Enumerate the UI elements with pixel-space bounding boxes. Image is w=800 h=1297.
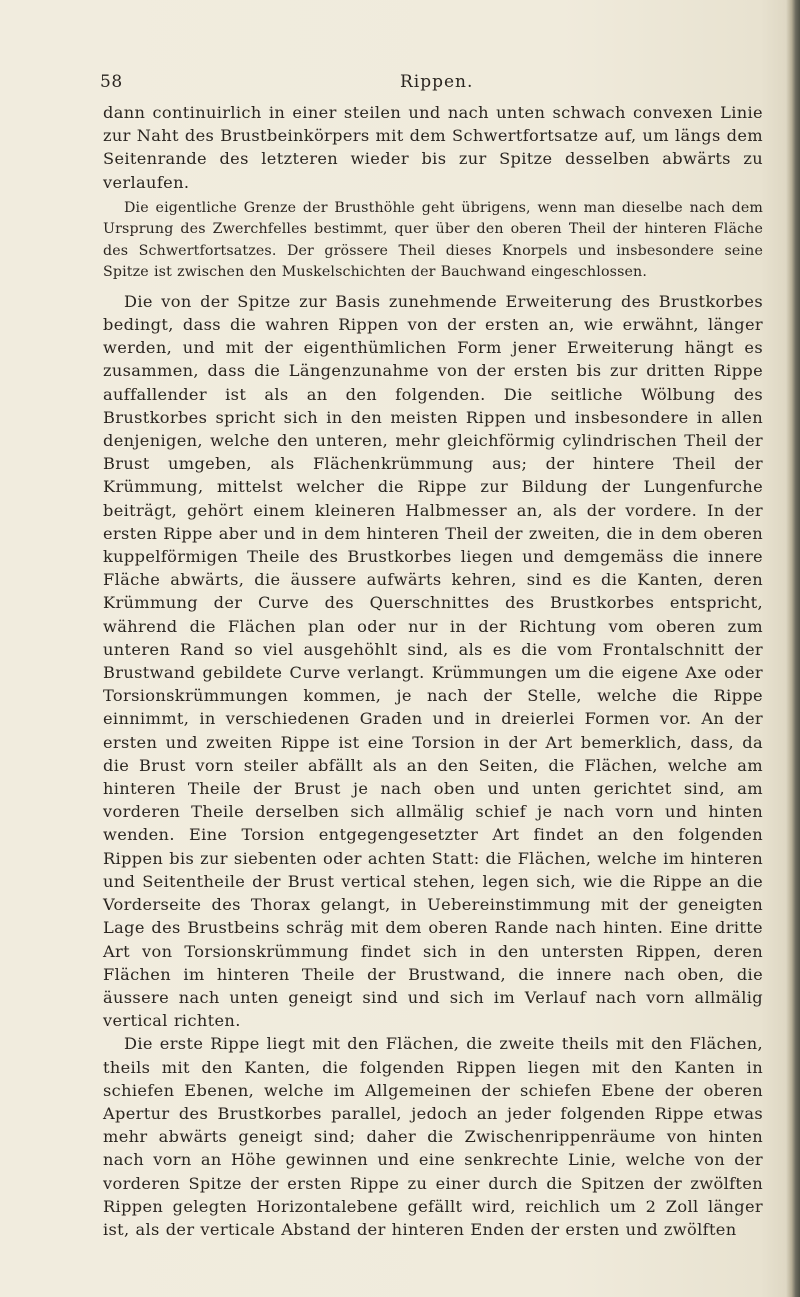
running-title: Rippen. bbox=[400, 72, 474, 92]
paragraph-rib-curvature: Die von der Spitze zur Basis zunehmende Erweiterung des Brustkorbes bedingt, dass die wahren Rippen von der ersten an, wie erwähnt, länger werden, und mit der eigenthümlichen Form jener Erweiterung hängt es zusammen, dass die Längenzunahme von der ersten bis zur dritten Rippe auffallender ist als an den folgenden. Die seitliche Wölbung des Brustkorbes spricht sich in den meisten Rippen und insbesondere in allen denjenigen, welche den unteren, mehr gleichförmig cylindrischen Theil der Brust umgeben, als Flächenkrümmung aus; der hintere Theil der Krümmung, mittelst welcher die Rippe zur Bildung der Lungenfurche beiträgt, gehört einem kleineren Halbmesser an, als der vordere. In der ersten Rippe aber und in dem hinteren Theil der zweiten, die in dem oberen kuppelförmigen Theile des Brustkorbes liegen und demgemäss die innere Fläche abwärts, die äussere aufwärts kehren, sind es die Kanten, deren Krümmung der Curve des Querschnittes des Brustkorbes entspricht, während die Flächen plan oder nur in der Richtung vom oberen zum unteren Rand so viel ausgehöhlt sind, als es die vom Frontalschnitt der Brustwand gebildete Curve verlangt. Krümmungen um die eigene Axe oder Torsionskrümmungen kommen, je nach der Stelle, welche die Rippe einnimmt, in verschiedenen Graden und in dreierlei Formen vor. An der ersten und zweiten Rippe ist eine Torsion in der Art bemerklich, dass, da die Brust vorn steiler abfällt als an den Seiten, die Flächen, welche am hinteren Theile der Brust je nach oben und unten gerichtet sind, am vorderen Theile derselben sich allmälig schief je nach vorn und hinten wenden. Eine Torsion entgegengesetzter Art findet an den folgenden Rippen bis zur siebenten oder achten Statt: die Flächen, welche im hinteren und Seitentheile der Brust vertical stehen, legen sich, wie die Rippe an die Vorderseite des Thorax gelangt, in Uebereinstimmung mit der geneigten Lage des Brustbeins schräg mit dem oberen Rande nach hinten. Eine dritte Art von Torsionskrümmung findet sich in den untersten Rippen, deren Flächen im hinteren Theile der Brustwand, die innere nach oben, die äussere nach unten geneigt sind und sich im Verlauf nach vorn allmälig vertical richten. bbox=[103, 291, 763, 1031]
running-head bbox=[100, 72, 790, 98]
body-text bbox=[103, 101, 763, 1241]
paragraph-rib-planes: Die erste Rippe liegt mit den Flächen, die zweite theils mit den Flächen, theils mit den Kanten, die folgenden Rippen liegen mit den Kanten in schiefen Ebenen, welche im Allgemeinen der schiefen Ebene der oberen Apertur des Brustkorbes parallel, jedoch an jeder folgenden Rippe etwas mehr abwärts geneigt sind; daher die Zwischenrippenräume von hinten nach vorn an Höhe gewinnen und eine senkrechte Linie, welche von der vorderen Spitze der ersten Rippe zu einer durch die Spitzen der zwölften Rippen gelegten Horizontalebene gefällt wird, reichlich um 2 Zoll länger ist, als der verticale Abstand der hinteren Enden der ersten und zwölften bbox=[103, 1034, 763, 1239]
page-edge-shadow bbox=[786, 0, 800, 1297]
paragraph-small-print-note: Die eigentliche Grenze der Brusthöhle geht übrigens, wenn man dieselbe nach dem Ursprung des Zwerchfelles bestimmt, quer über den oberen Theil der hinteren Fläche des Schwertfortsatzes. Der grössere Theil dieses Knorpels und insbesondere seine Spitze ist zwischen den Muskelschichten der Bauchwand eingeschlossen. bbox=[103, 199, 763, 281]
page-number: 58 bbox=[100, 72, 123, 92]
paragraph-continued: dann continuirlich in einer steilen und nach unten schwach convexen Linie zur Naht des Brustbeinkörpers mit dem Schwertfortsatze auf, um längs dem Seitenrande des letzteren wieder bis zur Spitze desselben abwärts zu verlaufen. bbox=[103, 103, 763, 192]
